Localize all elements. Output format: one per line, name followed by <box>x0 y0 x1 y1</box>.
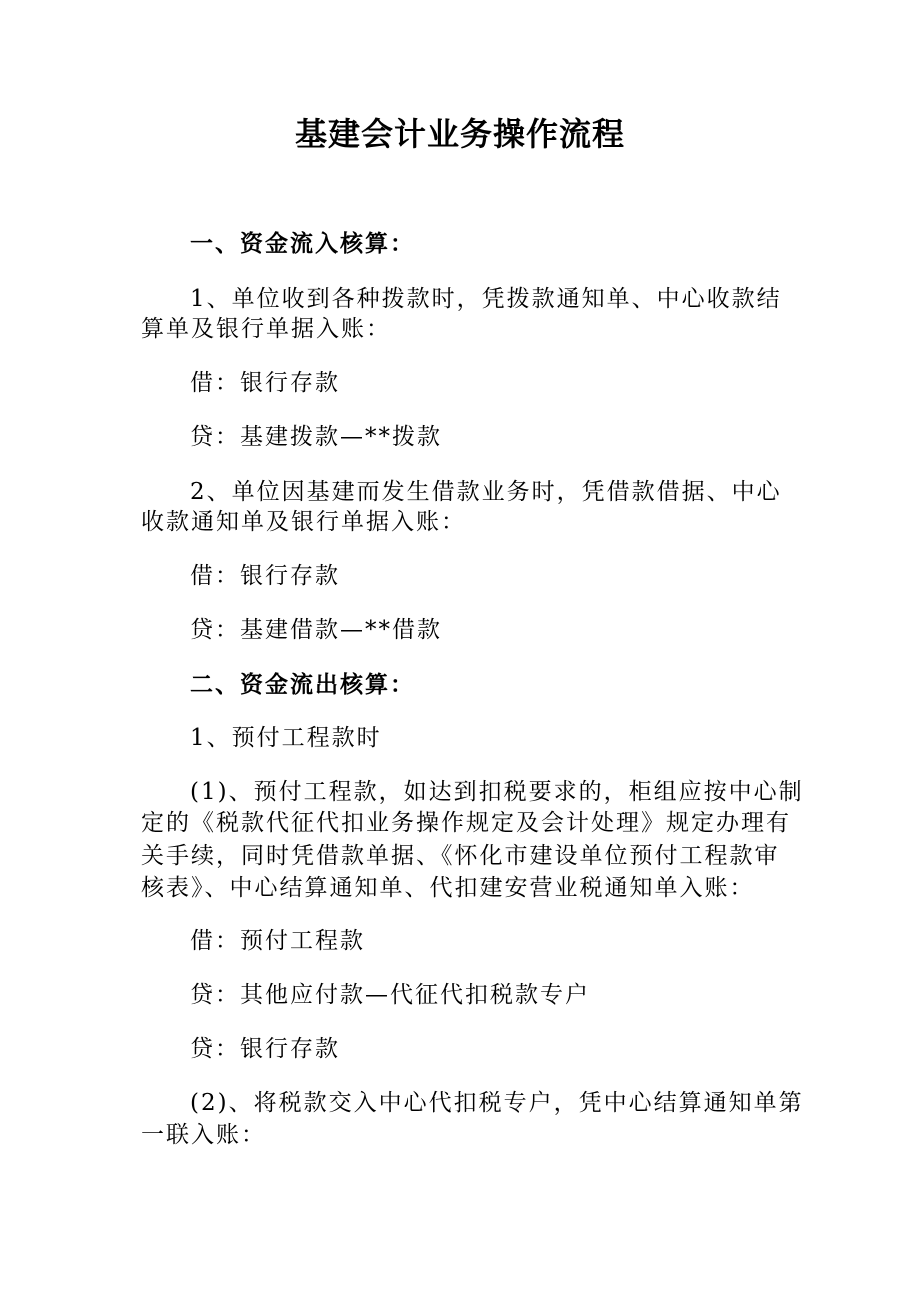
paragraph-line: 算单及银行单据入账： <box>141 316 391 342</box>
paragraph-line: 2、单位因基建而发生借款业务时，凭借款借据、中心 <box>190 479 782 505</box>
paragraph-line: 收款通知单及银行单据入账： <box>141 509 466 535</box>
paragraph-line: (2)、将税款交入中心代扣税专户，凭中心结算通知单第 <box>190 1090 804 1116</box>
paragraph-line: 1、单位收到各种拨款时，凭拨款通知单、中心收款结 <box>190 286 782 312</box>
debit-line: 借：银行存款 <box>190 563 340 589</box>
credit-line: 贷：其他应付款—代征代扣税款专户 <box>190 982 590 1008</box>
credit-line: 贷：银行存款 <box>190 1036 340 1062</box>
credit-line: 贷：基建借款—**借款 <box>190 617 442 643</box>
debit-line: 借：预付工程款 <box>190 928 365 954</box>
section-heading-inflow: 一、资金流入核算： <box>190 231 415 257</box>
document-title: 基建会计业务操作流程 <box>294 115 625 153</box>
debit-line: 借：银行存款 <box>190 370 340 396</box>
section-heading-outflow: 二、资金流出核算： <box>190 672 415 698</box>
paragraph-line: 定的《税款代征代扣业务操作规定及会计处理》规定办理有 <box>141 810 791 836</box>
paragraph-line: 核表》、中心结算通知单、代扣建安营业税通知单入账： <box>141 875 755 901</box>
paragraph-line: 关手续，同时凭借款单据、《怀化市建设单位预付工程款审 <box>141 843 780 869</box>
credit-line: 贷：基建拨款—**拨款 <box>190 424 442 450</box>
paragraph-line: (1)、预付工程款，如达到扣税要求的，柜组应按中心制 <box>190 779 804 805</box>
paragraph-line: 一联入账： <box>141 1122 266 1148</box>
paragraph-line: 1、预付工程款时 <box>190 725 382 751</box>
